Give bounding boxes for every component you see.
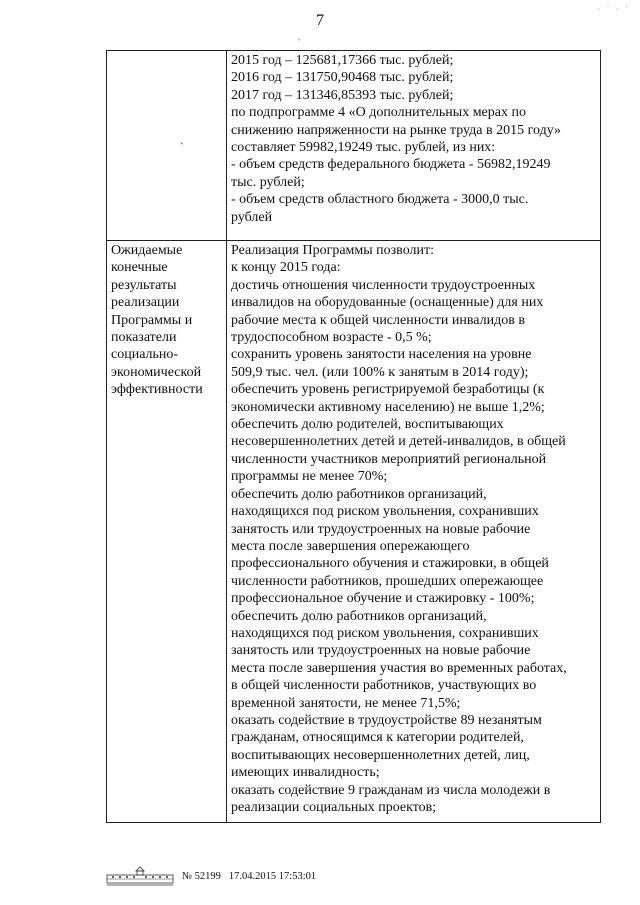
content-line: - объем средств областного бюджета - 3000,0 тыс. [231,192,529,208]
content-line: 2016 год – 131750,90468 тыс. рублей; [231,70,454,86]
content-line: 509,9 тыс. чел. (или 100% к занятым в 2014 году); [231,364,529,380]
content-line: трудоспособном возрасте - 0,5 %; [231,330,432,346]
row-label-line: конечные [111,260,168,276]
content-line: численности работников, прошедших опережающее [231,573,544,589]
page-number: 7 [316,12,324,29]
content-line: тыс. рублей; [231,174,305,190]
content-line: воспитывающих несовершеннолетних детей, лиц, [231,747,530,763]
row-label-line: эффективности [111,382,203,398]
content-line: профессионального обучения и стажировки, в общей [231,556,549,572]
content-line: - объем средств федерального бюджета - 56982,19249 [231,157,551,173]
content-line: программы не менее 70%; [231,469,388,485]
content-line: Реализация Программы позволит: [231,243,434,258]
content-line: временной занятости, не менее 71,5%; [231,695,461,711]
content-line: рабочие места к общей численности инвалидов в [231,312,525,328]
row-content-cell [227,241,601,823]
row-content-cell [227,51,601,241]
content-line: оказать содействие 9 гражданам из числа молодежи в [231,782,551,798]
content-line: достичь отношения численности трудоустроенных [231,277,536,293]
row-label-line: реализации [111,295,180,311]
content-line: обеспечить долю работников организаций, [231,608,487,624]
content-line: сохранить уровень занятости населения на уровне [231,347,532,363]
content-line: численности участников мероприятий региональной [231,451,547,467]
row-label-cell [107,241,227,823]
table-row [107,51,601,241]
row-label-line: результаты [111,277,177,293]
content-line: обеспечить долю родителей, воспитывающих [231,417,504,433]
row-label-cell [107,51,227,241]
content-line: гражданам, относящимся к категории родителей, [231,730,524,746]
content-line: составляет 59982,19249 тыс. рублей, из них: [231,140,496,156]
content-line: занятость или трудоустроенных на новые рабочие [231,643,531,659]
row-label-line: социально- [111,347,179,363]
program-passport-table [106,50,601,823]
content-line: находящихся под риском увольнения, сохранивших [231,504,539,520]
registry-stamp-icon [106,865,174,887]
content-line: места после завершения опережающего [231,538,470,554]
document-footer [106,864,316,888]
content-line: несовершеннолетних детей и детей-инвалидов, в общей [231,434,566,450]
content-line: занятость или трудоустроенных на новые рабочие [231,521,531,537]
content-line: профессиональное обучение и стажировку - 100%; [231,591,535,607]
content-line: реализации социальных проектов; [231,800,437,815]
content-line: снижению напряженности на рынке труда в 2015 году» [231,122,562,138]
content-line: в общей численности работников, участвующих во [231,678,537,694]
content-line: оказать содействие в трудоустройстве 89 незанятым [231,712,542,728]
scan-speck: ˈ [297,36,301,50]
document-timestamp: 17.04.2015 17:53:01 [228,870,317,882]
scan-speck: ˋ [180,140,184,154]
content-line: 2017 год – 131346,85393 тыс. рублей; [231,87,454,103]
content-line: места после завершения участия во временных работах, [231,660,567,676]
content-line: по подпрограмме 4 «О дополнительных мерах по [231,105,526,121]
table-row [107,241,601,823]
row-label-line: Ожидаемые [111,243,183,258]
content-line: обеспечить уровень регистрируемой безработицы (к [231,382,545,398]
content-line: к концу 2015 года: [231,260,341,276]
content-line: имеющих инвалидность; [231,765,380,781]
row-label-line: показатели [111,330,177,346]
content-line: 2015 год – 125681,17366 тыс. рублей; [231,53,454,68]
content-line: обеспечить долю работников организаций, [231,486,487,502]
content-line: рублей [231,209,273,225]
content-line: находящихся под риском увольнения, сохранивших [231,625,539,641]
row-label-line: экономической [111,364,202,380]
content-line: инвалидов на оборудованные (оснащенные) для них [231,295,544,311]
document-number: № 52199 [182,870,221,882]
row-label-line: Программы и [111,312,193,328]
scan-corner-mark: · ˈ · ˈ [597,4,630,14]
content-line: экономически активному населению) не выше 1,2%; [231,399,545,415]
